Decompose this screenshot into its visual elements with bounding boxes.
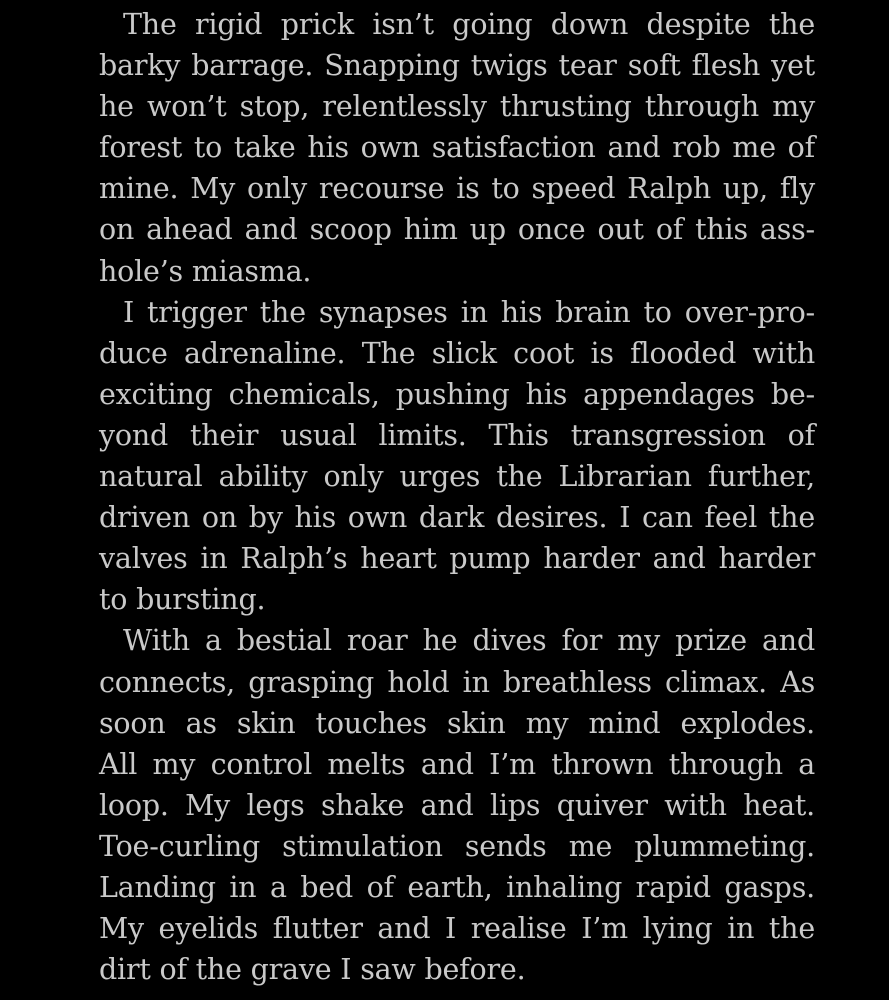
text-line: Landing in a bed of earth, inhaling rapid gasps. — [99, 870, 815, 904]
text-line: mine. My only recourse is to speed Ralph up, fly — [99, 172, 815, 206]
text-line: With a bestial roar he dives for my prize and — [123, 624, 815, 658]
text-line: The rigid prick isn’t going down despite the — [123, 8, 815, 41]
text-line: forest to take his own satisfaction and rob me of — [99, 131, 815, 165]
text-line: barky barrage. Snapping twigs tear soft flesh yet — [99, 49, 815, 83]
text-line: soon as skin touches skin my mind explodes. — [99, 706, 815, 740]
text-line: connects, grasping hold in breathless climax. As — [99, 665, 815, 699]
text-line: dirt of the grave I saw before. — [99, 953, 526, 987]
text-line: hole’s miasma. — [99, 254, 312, 288]
paragraph — [75, 4, 815, 292]
text-line: valves in Ralph’s heart pump harder and harder — [99, 542, 815, 576]
text-line: yond their usual limits. This transgression of — [99, 418, 815, 452]
paragraph — [75, 292, 815, 621]
text-line: natural ability only urges the Librarian further, — [99, 460, 815, 494]
text-line: My eyelids flutter and I realise I’m lying in the — [99, 912, 815, 946]
text-line: on ahead and scoop him up once out of this ass- — [99, 213, 815, 247]
text-line: I trigger the synapses in his brain to over-pro- — [123, 295, 815, 329]
text-line: to bursting. — [99, 583, 266, 617]
book-page — [75, 4, 815, 990]
text-line: duce adrenaline. The slick coot is flooded with — [99, 336, 815, 370]
text-line: driven on by his own dark desires. I can feel the — [99, 501, 815, 535]
paragraph — [75, 620, 815, 990]
text-line: exciting chemicals, pushing his appendages be- — [99, 377, 815, 411]
text-line: loop. My legs shake and lips quiver with heat. — [99, 788, 815, 822]
text-line: Toe-curling stimulation sends me plummeting. — [99, 829, 815, 863]
text-line: All my control melts and I’m thrown through a — [99, 747, 815, 781]
text-line: he won’t stop, relentlessly thrusting through my — [99, 90, 815, 124]
